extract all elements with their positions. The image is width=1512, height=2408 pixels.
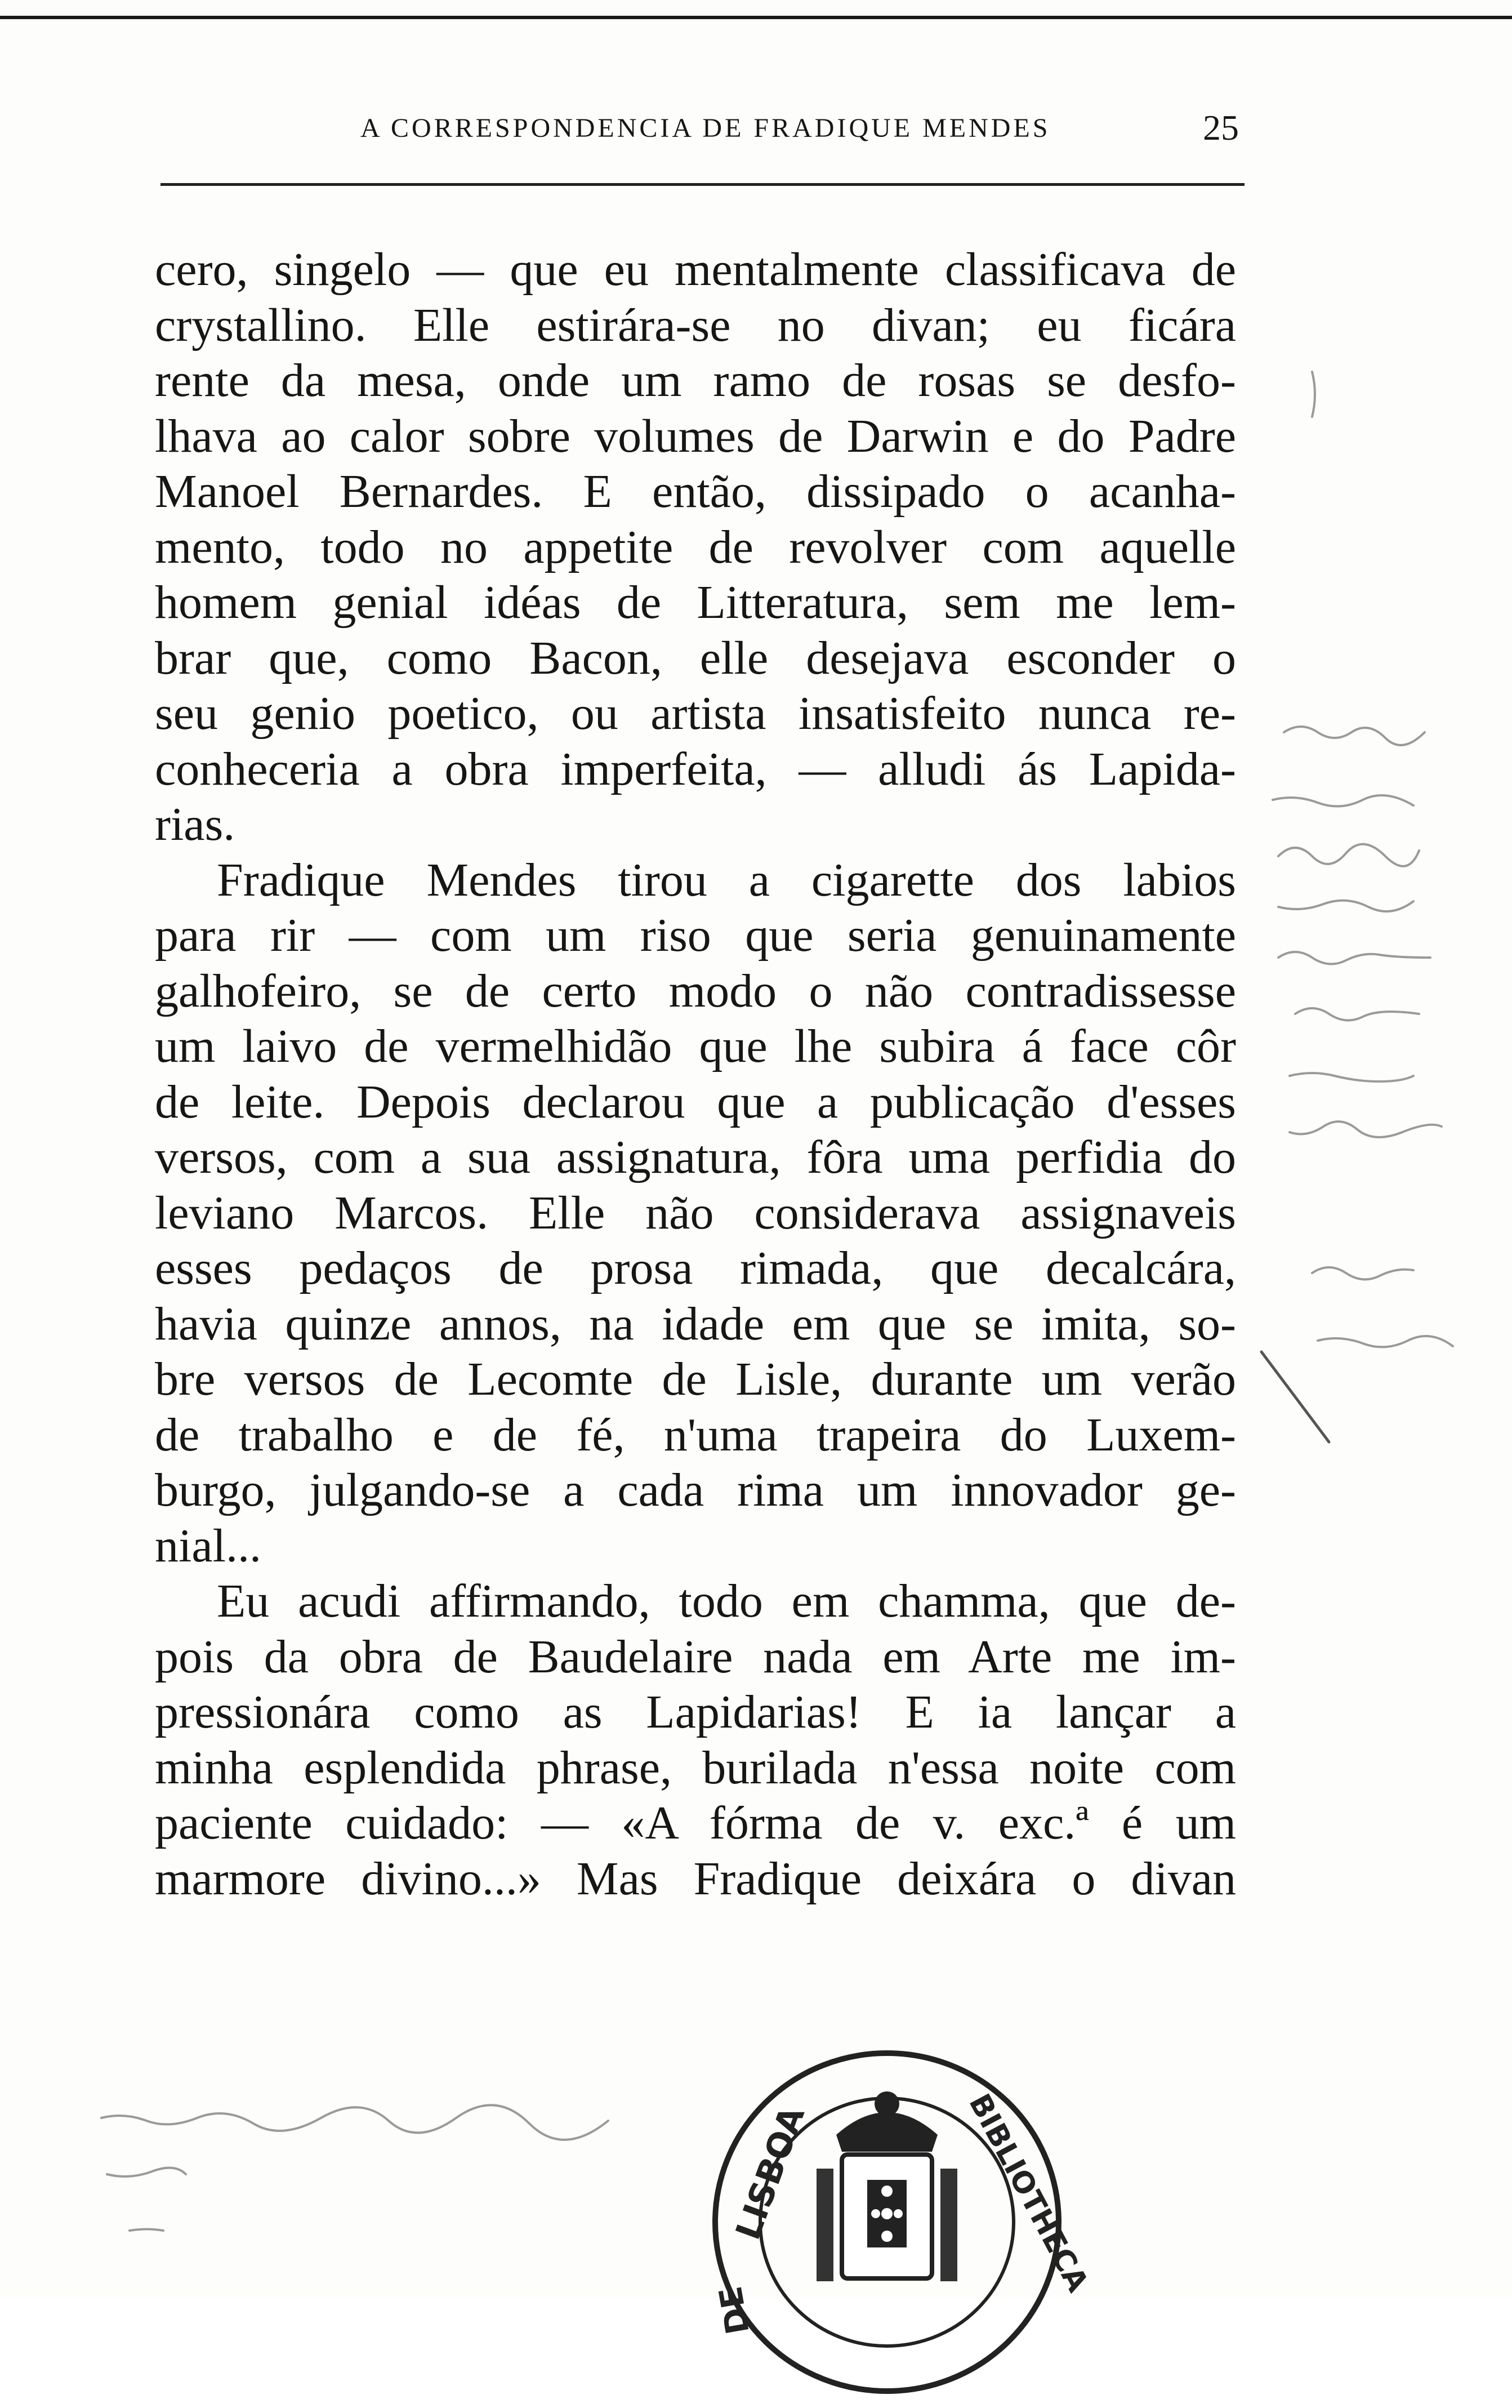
text-line: rente da mesa, onde um ramo de rosas se desfo- (155, 354, 1236, 407)
stamp-seal (704, 2039, 1095, 2405)
stamp-text-left: LISBOA (728, 2101, 813, 2245)
text-line: esses pedaços de prosa rimada, que decalcára, (155, 1242, 1236, 1294)
text-line: marmore divino...» Mas Fradique deixára o divan (155, 1852, 1236, 1905)
text-line: homem genial idéas de Litteratura, sem me lem- (155, 576, 1236, 629)
text-line: Manoel Bernardes. E então, dissipado o acanha- (155, 465, 1236, 518)
text-line: pois da obra de Baudelaire nada em Arte me im- (155, 1630, 1236, 1683)
text-line: um laivo de vermelhidão que lhe subira á face côr (155, 1020, 1236, 1072)
header-rule (160, 183, 1245, 186)
text-line: lhava ao calor sobre volumes de Darwin e do Padre (155, 410, 1236, 462)
page-top-edge (0, 16, 1512, 19)
text-line: rias. (155, 798, 235, 851)
stamp-text-right: BIBLIOTHECA (962, 2088, 1095, 2298)
running-title: A CORRESPONDENCIA DE FRADIQUE MENDES (360, 113, 1051, 143)
text-line: crystallino. Elle estirára-se no divan; eu ficára (155, 299, 1236, 351)
text-line: minha esplendida phrase, burilada n'essa noite com (155, 1741, 1236, 1794)
text-line: mento, todo no appetite de revolver com aquelle (155, 520, 1236, 573)
text-line: pressionára como as Lapidarias! E ia lançar a (155, 1686, 1236, 1738)
library-stamp (704, 2039, 1095, 2337)
text-line: bre versos de Lecomte de Lisle, durante um verão (155, 1353, 1236, 1405)
text-line: galhofeiro, se de certo modo o não contradissesse (155, 964, 1236, 1017)
page-header (152, 107, 1239, 152)
paragraph-start-line: Eu acudi affirmando, todo em chamma, que de- (217, 1575, 1236, 1627)
text-line: de trabalho e de fé, n'uma trapeira do Luxem- (155, 1408, 1236, 1461)
paragraph-start-line: Fradique Mendes tirou a cigarette dos labios (217, 853, 1236, 906)
text-line: seu genio poetico, ou artista insatisfeito nunca re- (155, 687, 1236, 740)
body-text (155, 242, 1236, 1907)
text-line: burgo, julgando-se a cada rima um innovador ge- (155, 1464, 1236, 1516)
text-line: paciente cuidado: — «A fórma de v. exc.ª é um (155, 1797, 1236, 1849)
text-line: cero, singelo — que eu mentalmente classificava de (155, 243, 1236, 296)
text-line: conheceria a obra imperfeita, — alludi ás Lapida- (155, 742, 1236, 795)
text-line: havia quinze annos, na idade em que se imita, so- (155, 1297, 1236, 1350)
text-line: versos, com a sua assignatura, fôra uma perfidia do (155, 1131, 1236, 1183)
text-line: brar que, como Bacon, elle desejava esconder o (155, 631, 1236, 684)
text-line: de leite. Depois declarou que a publicação d'esses (155, 1075, 1236, 1128)
text-line: leviano Marcos. Elle não considerava assignaveis (155, 1186, 1236, 1239)
text-line: para rir — com um riso que seria genuinamente (155, 909, 1236, 962)
page-number: 25 (1203, 108, 1239, 148)
text-line: nial... (155, 1519, 261, 1572)
stamp-crest (817, 2091, 957, 2281)
stamp-text-bottom-left: DE (712, 2284, 757, 2337)
